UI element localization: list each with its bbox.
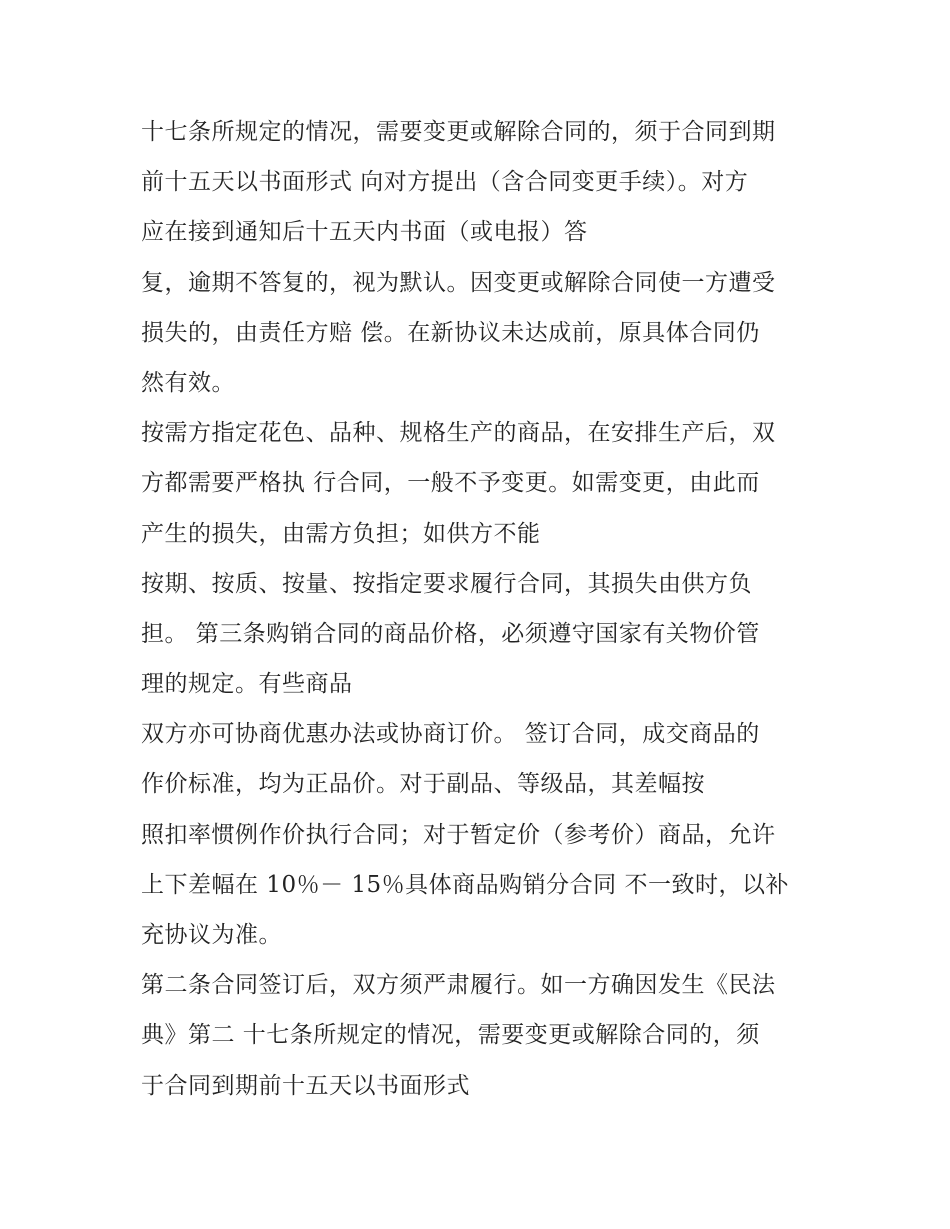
text-line: 十七条所规定的情况，需要变更或解除合同的，须于合同到期 — [141, 119, 776, 145]
text-line: 按需方指定花色、品种、规格生产的商品，在安排生产后，双 — [141, 420, 776, 447]
text-line: 照扣率惯例作价执行合同；对于暂定价（参考价）商品，允许 — [141, 821, 776, 848]
text-line: 担。 第三条购销合同的商品价格，必须遵守国家有关物价管 — [141, 620, 760, 647]
text-line: 于合同到期前十五天以书面形式 — [141, 1072, 470, 1099]
text-line: 上下差幅在 10％－ 15％具体商品购销分合同 不一致时，以补 — [141, 871, 789, 898]
text-line: 前十五天以书面形式 向对方提出（含合同变更手续）。对方 — [141, 169, 749, 196]
text-line: 按期、按质、按量、按指定要求履行合同，其损失由供方负 — [141, 570, 752, 597]
text-line: 然有效。 — [141, 369, 235, 396]
text-line: 产生的损失，由需方负担；如供方不能 — [141, 520, 541, 547]
text-line: 充协议为准。 — [141, 922, 282, 948]
text-line: 双方亦可协商优惠办法或协商订价。 签订合同，成交商品的 — [141, 721, 760, 748]
text-line: 应在接到通知后十五天内书面（或电报）答 — [141, 219, 588, 246]
text-line: 理的规定。有些商品 — [141, 671, 353, 698]
text-line: 复，逾期不答复的，视为默认。因变更或解除合同使一方遭受 — [141, 269, 776, 296]
text-line: 典》第二 十七条所规定的情况，需要变更或解除合同的，须 — [141, 1022, 760, 1049]
document-body — [141, 112, 831, 1116]
text-line: 损失的，由责任方赔 偿。在新协议未达成前，原具体合同仍 — [141, 319, 760, 346]
text-line: 第二条合同签订后，双方须严肃履行。如一方确因发生《民法 — [141, 972, 776, 999]
text-line: 作价标准，均为正品价。对于副品、等级品，其差幅按 — [141, 771, 705, 798]
text-line: 方都需要严格执 行合同，一般不予变更。如需变更，由此而 — [141, 470, 760, 497]
